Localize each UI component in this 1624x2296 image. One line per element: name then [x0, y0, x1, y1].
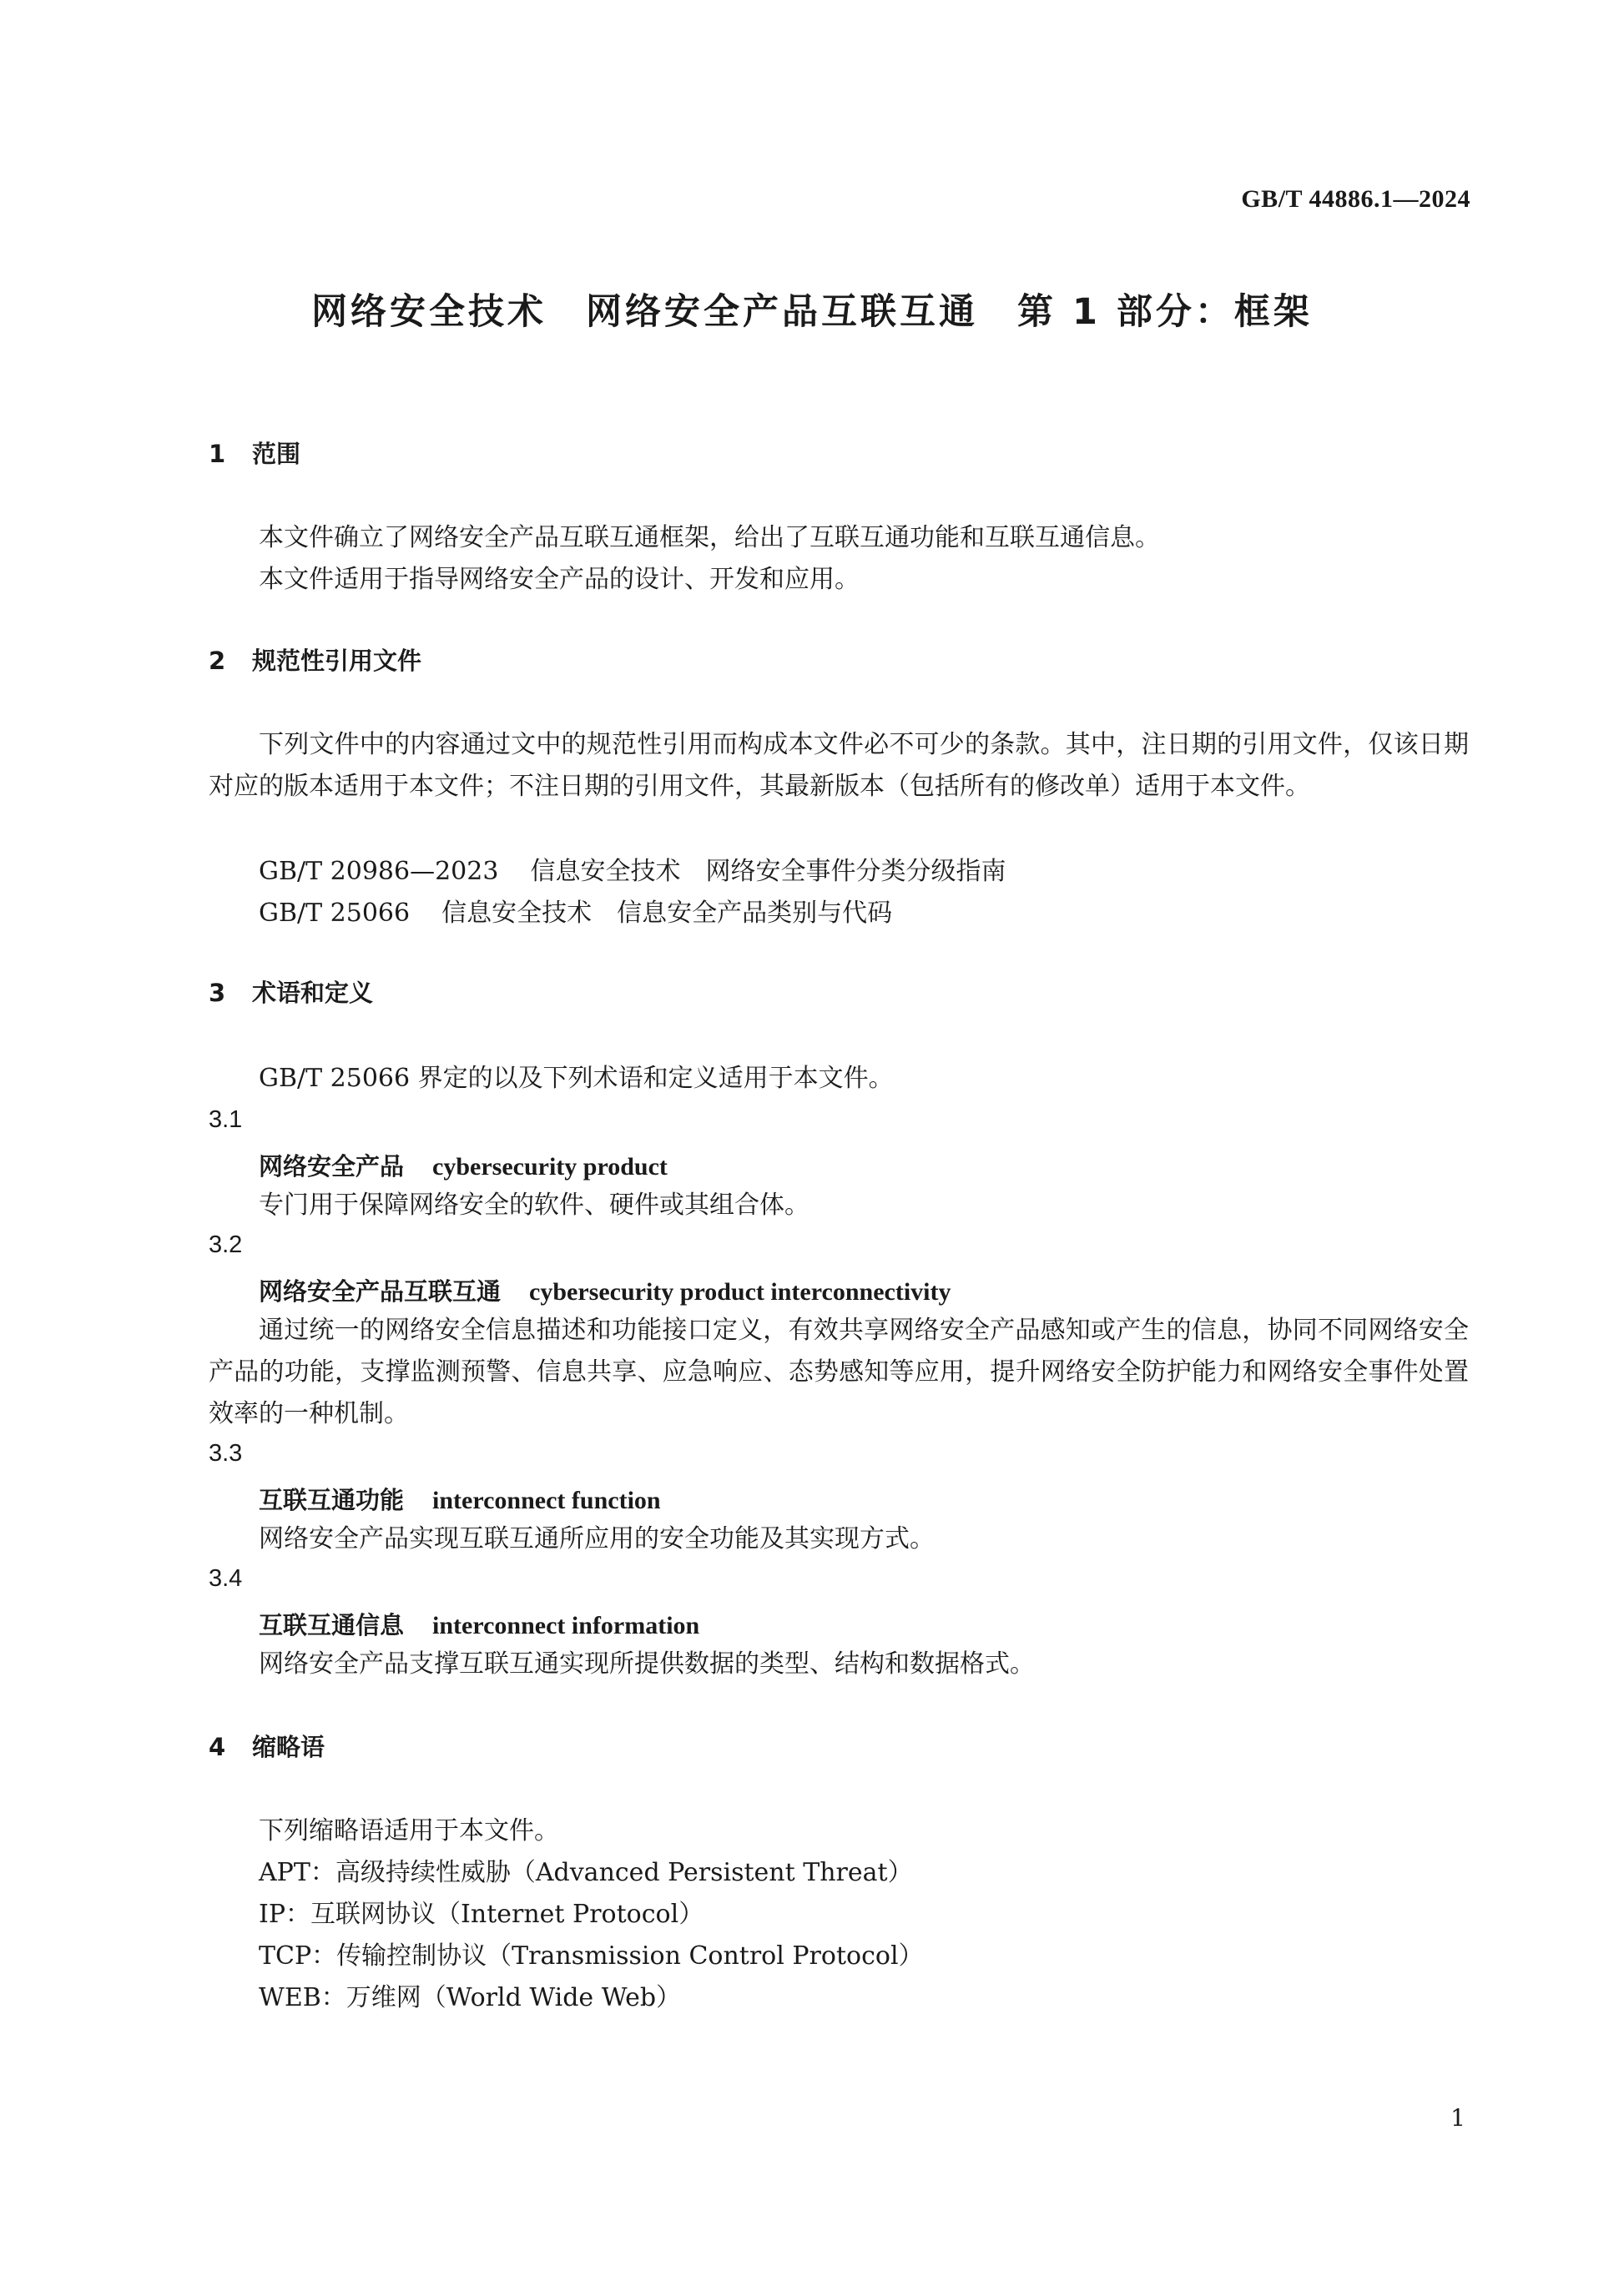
term-en: interconnect function [432, 1487, 661, 1514]
paragraph: 下列缩略语适用于本文件。 [259, 1816, 559, 1845]
abbreviation-item: IP：互联网协议（Internet Protocol） [259, 1900, 704, 1929]
reference-title: 信息安全技术 网络安全事件分类分级指南 [530, 857, 1006, 886]
term-entry [259, 1148, 668, 1182]
section-number: 4 [209, 1733, 226, 1761]
term-definition: 网络安全产品支撑互联互通实现所提供数据的类型、结构和数据格式。 [259, 1649, 1035, 1679]
term-zh: 网络安全产品 [259, 1152, 405, 1181]
section-number: 2 [209, 647, 226, 675]
term-zh: 互联互通信息 [259, 1611, 405, 1639]
paragraph [209, 724, 1469, 808]
term-number: 3.2 [209, 1231, 243, 1258]
abbreviation-item: TCP：传输控制协议（Transmission Control Protocol） [259, 1941, 924, 1971]
term-zh: 互联互通功能 [259, 1486, 405, 1514]
abbreviation-item: WEB：万维网（World Wide Web） [259, 1983, 682, 2012]
section-4-heading [209, 1729, 325, 1763]
term-definition: 网络安全产品实现互联互通所应用的安全功能及其实现方式。 [259, 1524, 935, 1553]
paragraph-text: 下列文件中的内容通过文中的规范性引用而构成本文件必不可少的条款。其中，注日期的引用文件，仅该日期对应的版本适用于本文件；不注日期的引用文件，其最新版本（包括所有的修改单）适用于本文件。 [209, 730, 1469, 801]
section-2-heading [209, 642, 421, 677]
paragraph-text: 通过统一的网络安全信息描述和功能接口定义，有效共享网络安全产品感知或产生的信息，协同不同网络安全产品的功能，支撑监测预警、信息共享、应急响应、态势感知等应用，提升网络安全防护能力和网络安全事件处置效率的一种机制。 [209, 1316, 1469, 1428]
section-title: 缩略语 [252, 1733, 325, 1761]
section-title: 术语和定义 [252, 979, 374, 1007]
term-entry [259, 1273, 951, 1307]
paragraph: 本文件确立了网络安全产品互联互通框架，给出了互联互通功能和互联互通信息。 [259, 523, 1160, 552]
reference-item [259, 851, 1006, 893]
reference-title: 信息安全技术 信息安全产品类别与代码 [441, 899, 893, 928]
page-number: 1 [1450, 2104, 1465, 2132]
abbreviation-item: APT：高级持续性威胁（Advanced Persistent Threat） [259, 1858, 913, 1887]
reference-code: GB/T 25066 [259, 899, 411, 928]
term-en: cybersecurity product [432, 1153, 668, 1181]
document-title: 网络安全技术 网络安全产品互联互通 第 1 部分：框架 [311, 291, 1313, 333]
section-title: 规范性引用文件 [252, 647, 422, 675]
term-number: 3.4 [209, 1565, 243, 1592]
term-entry [259, 1482, 661, 1516]
reference-item [259, 893, 892, 934]
term-number: 3.1 [209, 1106, 243, 1133]
section-number: 1 [209, 440, 226, 468]
paragraph: GB/T 25066 界定的以及下列术语和定义适用于本文件。 [259, 1064, 894, 1093]
term-number: 3.3 [209, 1440, 243, 1467]
section-title: 范围 [252, 440, 301, 468]
reference-code: GB/T 20986—2023 [259, 857, 499, 886]
paragraph: 本文件适用于指导网络安全产品的设计、开发和应用。 [259, 565, 860, 594]
term-definition [209, 1310, 1469, 1435]
term-definition: 专门用于保障网络安全的软件、硬件或其组合体。 [259, 1191, 809, 1220]
section-number: 3 [209, 979, 226, 1007]
term-zh: 网络安全产品互联互通 [259, 1277, 502, 1306]
term-en: interconnect information [432, 1612, 700, 1639]
standard-code: GB/T 44886.1—2024 [1241, 185, 1470, 213]
term-en: cybersecurity product interconnectivity [529, 1278, 951, 1306]
term-entry [259, 1607, 699, 1641]
section-3-heading [209, 974, 373, 1009]
section-1-heading [209, 436, 300, 470]
